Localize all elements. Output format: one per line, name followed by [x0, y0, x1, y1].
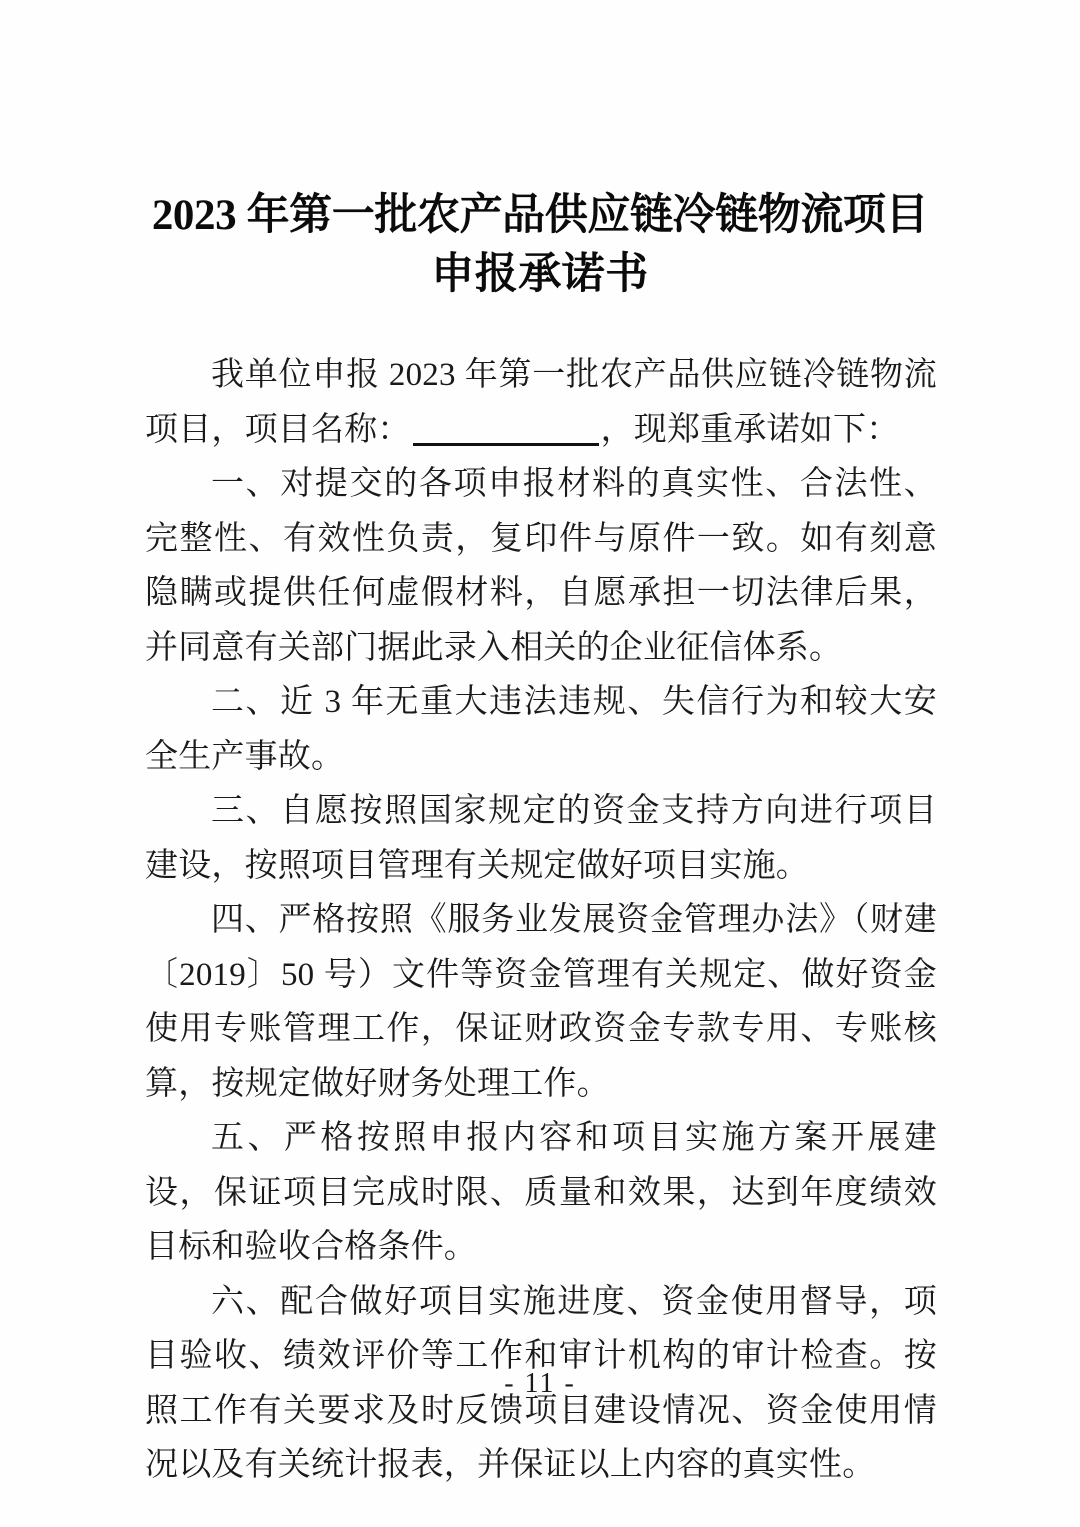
commitment-item-5: 五、严格按照申报内容和项目实施方案开展建设，保证项目完成时限、质量和效果，达到年度绩效目标和验收合格条件。: [145, 1120, 937, 1265]
page-title-line-1: 2023 年第一批农产品供应链冷链物流项目: [151, 192, 929, 239]
intro-paragraph: [145, 348, 937, 457]
document-body: [145, 348, 937, 1493]
page-title-line-2: 申报承诺书: [431, 251, 649, 298]
commitment-item-3: 三、自愿按照国家规定的资金支持方向进行项目建设，按照项目管理有关规定做好项目实施。: [145, 793, 937, 884]
intro-text-after-blank: ，现郑重承诺如下：: [600, 411, 900, 448]
commitment-item-2: 二、近 3 年无重大违法违规、失信行为和较大安全生产事故。: [145, 684, 937, 775]
intro-text-before-blank: 我单位申报 2023 年第一批农产品供应链冷链物流项目，项目名称：: [145, 357, 937, 448]
project-name-blank-field[interactable]: [413, 443, 599, 446]
page-title: [145, 186, 935, 304]
commitment-item-6: 六、配合做好项目实施进度、资金使用督导，项目验收、绩效评价等工作和审计机构的审计检查。按照工作有关要求及时反馈项目建设情况、资金使用情况以及有关统计报表，并保证以上内容的真实性。: [145, 1283, 937, 1483]
commitment-item-1: 一、对提交的各项申报材料的真实性、合法性、完整性、有效性负责，复印件与原件一致。如有刻意隐瞒或提供任何虚假材料，自愿承担一切法律后果，并同意有关部门据此录入相关的企业征信体系。: [145, 466, 937, 666]
page-number: - 11 -: [504, 1368, 576, 1399]
commitment-item-4: 四、严格按照《服务业发展资金管理办法》（财建〔2019〕50 号）文件等资金管理有关规定、做好资金使用专账管理工作，保证财政资金专款专用、专账核算，按规定做好财务处理工作。: [145, 902, 937, 1102]
